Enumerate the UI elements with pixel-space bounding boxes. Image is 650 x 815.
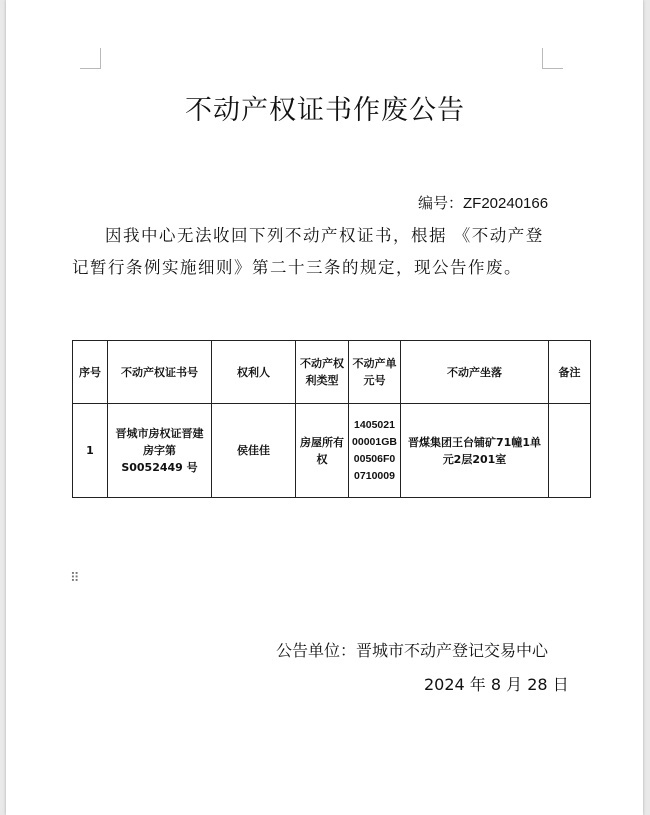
header-location: 不动产坐落 bbox=[401, 341, 549, 404]
cell-right-type: 房屋所有权 bbox=[296, 404, 349, 498]
header-owner: 权利人 bbox=[212, 341, 296, 404]
announcement-body: 因我中心无法收回下列不动产权证书，根据 《不动产登记暂行条例实施细则》第二十三条的规定，现公告作废。 bbox=[72, 226, 544, 277]
header-cert-no: 不动产权证书号 bbox=[108, 341, 212, 404]
table-row bbox=[73, 404, 591, 498]
document-title: 不动产权证书作废公告 bbox=[185, 95, 465, 126]
document-number bbox=[418, 192, 548, 213]
cell-owner: 侯佳佳 bbox=[212, 404, 296, 498]
header-index: 序号 bbox=[73, 341, 108, 404]
certificate-table bbox=[72, 340, 591, 498]
cell-index: 1 bbox=[73, 404, 108, 498]
document-number-label: 编号： bbox=[418, 194, 464, 212]
cell-cert-no: 晋城市房权证晋建房字第 S0052449 号 bbox=[108, 404, 212, 498]
issuer-line bbox=[276, 638, 548, 661]
margin-corner-mark bbox=[542, 48, 563, 69]
header-unit-no: 不动产单元号 bbox=[349, 341, 401, 404]
cell-remark bbox=[549, 404, 591, 498]
drag-handle-icon[interactable]: ⠿ bbox=[70, 571, 80, 586]
announcement-date: 2024 年 8 月 28 日 bbox=[424, 675, 569, 694]
issuer-name: 晋城市不动产登记交易中心 bbox=[356, 641, 549, 660]
issuer-label: 公告单位： bbox=[276, 641, 357, 660]
document-number-value: ZF20240166 bbox=[463, 195, 549, 212]
margin-corner-mark bbox=[80, 48, 101, 69]
table-header-row bbox=[73, 341, 591, 404]
header-right-type: 不动产权利类型 bbox=[296, 341, 349, 404]
cell-location: 晋煤集团王台铺矿71幢1单元2层201室 bbox=[401, 404, 549, 498]
header-remark: 备注 bbox=[549, 341, 591, 404]
cell-unit-no: 140502100001GB00506F00710009 bbox=[349, 404, 401, 498]
